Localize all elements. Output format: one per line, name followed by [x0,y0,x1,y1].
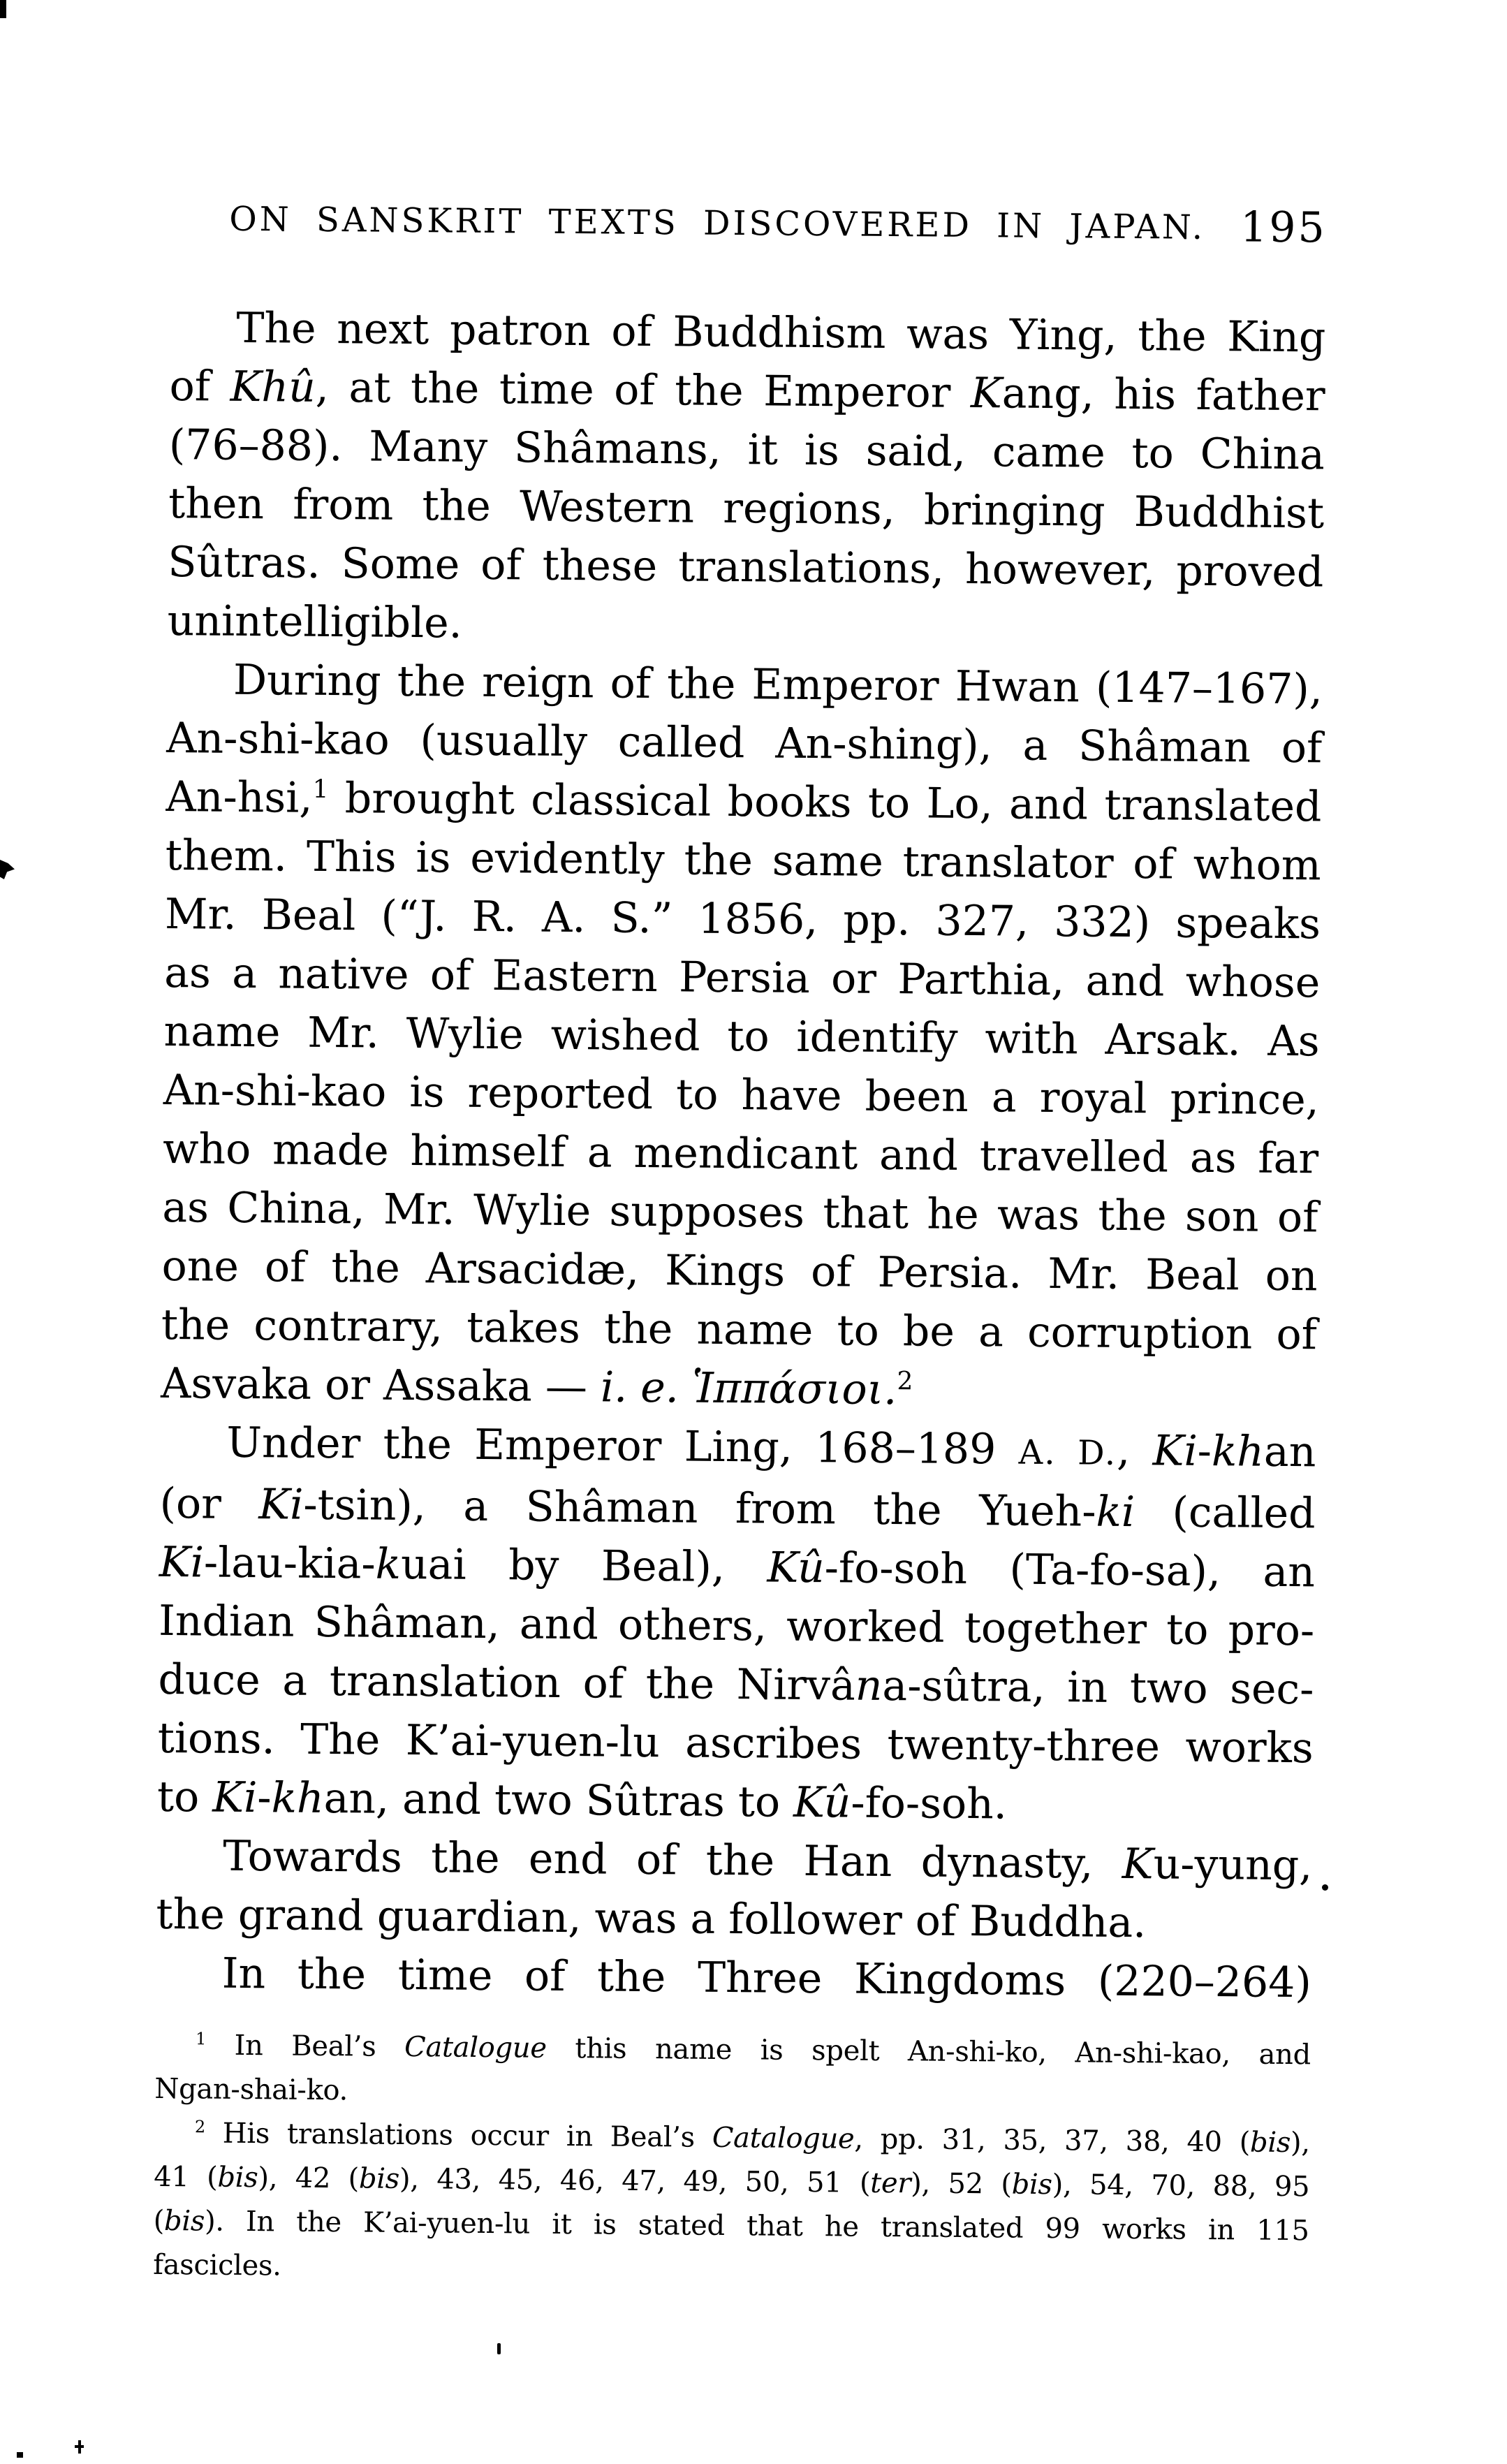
footnote-line: Ngan-shai-ko. [154,2072,348,2107]
body-text-line: An-shi-kao (usually called An-shing), a Shâman of [166,713,1323,773]
body-text-line: Asvaka or Assaka — i. e. Ἱππάσιοι.$^2$ [160,1358,913,1415]
scan-artifact-top-left [0,0,6,18]
footnote-line: $^2$ His translations occur in Beal’s Catalogue, pp. 31, 35, 37, 38, 40 (bis), [194,2117,1310,2159]
body-text [155,298,1325,2012]
body-text-line: Indian Shâman, and others, worked together to pro- [158,1596,1315,1656]
footnote-line: (bis). In the K’ai-yuen-lu it is stated that he translated 99 works in 115 [153,2204,1309,2247]
body-text-line: Towards the end of the Han dynasty, Ku-yung, [222,1831,1313,1891]
body-text-line: duce a translation of the Nirvâna-sûtra, in two sec- [158,1655,1314,1715]
body-text-line: name Mr. Wylie wished to identify with Arsak. As [163,1006,1320,1066]
page-content [153,199,1327,2297]
page-number: 195 [1240,203,1328,253]
footnote-line: $^1$ In Beal’s Catalogue this name is spelt An-shi-ko, An-shi-kao, and [195,2029,1311,2071]
scan-artifact-bottom-left-square [17,2452,23,2458]
body-text-line: the contrary, takes the name to be a corruption of [161,1300,1318,1360]
body-text-line: one of the Arsacidæ, Kings of Persia. Mr. Beal on [161,1241,1318,1301]
body-text-line: tions. The K’ai-yuen-lu ascribes twenty-three works [157,1713,1314,1773]
body-text-line: An-shi-kao is reported to have been a royal prince, [163,1065,1320,1125]
body-text-line: as China, Mr. Wylie supposes that he was the son of [162,1182,1318,1242]
running-header [170,199,1326,252]
body-text-line: An-hsi,$^1$ brought classical books to Lo, and translated [166,772,1322,832]
footnote-line: fascicles. [152,2248,281,2282]
body-text-line: the grand guardian, was a follower of Buddha. [156,1889,1147,1948]
body-text-line: In the time of the Three Kingdoms (220–264) [221,1949,1312,2008]
body-text-line: of Khû, at the time of the Emperor Kang, his father [169,361,1325,421]
scan-artifact-right-margin-dot [1322,1884,1328,1891]
body-text-line: as a native of Eastern Persia or Parthia, and whose [164,948,1321,1008]
body-text-line: who made himself a mendicant and travelled as far [162,1124,1319,1184]
scan-artifact-left-margin [0,860,15,879]
body-text-line: During the reign of the Emperor Hwan (147–167), [233,655,1323,714]
body-text-line: them. This is evidently the same translator of whom [165,830,1322,890]
footnotes [153,2023,1311,2297]
body-text-line: Under the Emperor Ling, 168–189 A. D., Ki-khan [226,1418,1316,1477]
body-text-line: (76–88). Many Shâmans, it is said, came to China [168,420,1325,480]
footnote-line: 41 (bis), 42 (bis), 43, 45, 46, 47, 49, 50, 51 (ter), 52 (bis), 54, 70, 88, 95 [154,2160,1310,2203]
body-text-line: then from the Western regions, bringing Buddhist [168,478,1325,538]
body-text-line: to Ki-khan, and two Sûtras to Kû-fo-soh. [156,1772,1008,1829]
scan-artifact-bottom-tick [497,2343,501,2354]
body-text-line: unintelligible. [167,596,463,648]
body-text-line: (or Ki-tsin), a Shâman from the Yueh-ki (called [159,1479,1316,1539]
body-text-line: Ki-lau-kia-kuai by Beal), Kû-fo-soh (Ta-fo-sa), an [159,1537,1316,1597]
running-title: ON SANSKRIT TEXTS DISCOVERED IN JAPAN. [229,199,1206,247]
scan-artifact-bottom-cross [75,2445,84,2448]
body-text-line: Sûtras. Some of these translations, however, proved [168,537,1324,597]
body-text-line: Mr. Beal (“J. R. A. S.” 1856, pp. 327, 332) speaks [164,889,1321,949]
body-text-line: The next patron of Buddhism was Ying, the King [236,303,1326,362]
